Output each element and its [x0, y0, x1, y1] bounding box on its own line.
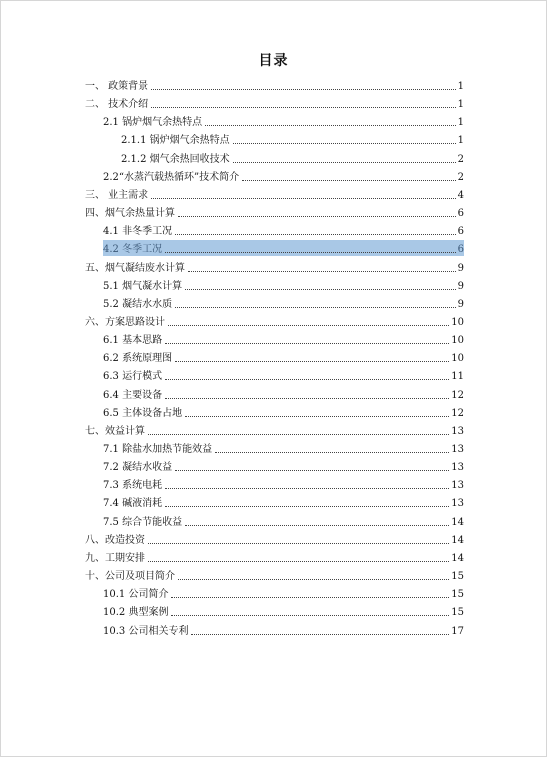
toc-entry-page-number: 6: [457, 244, 464, 256]
toc-leader-dots: [242, 179, 455, 181]
toc-entry-label: 5.1 烟气凝水计算: [103, 280, 183, 292]
toc-entry-page-number: 4: [457, 189, 464, 201]
toc-entry[interactable]: [103, 622, 464, 638]
toc-entry[interactable]: [103, 295, 464, 311]
toc-entry[interactable]: [103, 458, 464, 474]
toc-entry-page-number: 13: [451, 480, 464, 492]
toc-entry-page-number: 11: [451, 371, 464, 383]
toc-leader-dots: [185, 288, 456, 290]
toc-leader-dots: [178, 215, 456, 217]
toc-entry[interactable]: [103, 476, 464, 492]
toc-entry-label: 三、 业主需求: [85, 189, 149, 201]
toc-entry-page-number: 10: [451, 335, 464, 347]
toc-entry[interactable]: [85, 204, 464, 220]
toc-entry[interactable]: [85, 531, 464, 547]
toc-entry-label: 10.3 公司相关专利: [103, 625, 189, 637]
toc-entry[interactable]: [103, 585, 464, 601]
toc-entry-page-number: 1: [457, 135, 464, 147]
toc-entry-page-number: 9: [457, 262, 464, 274]
toc-entry-page-number: 14: [451, 552, 464, 564]
toc-leader-dots: [165, 487, 449, 489]
toc-entry[interactable]: [103, 513, 464, 529]
toc-entry[interactable]: [85, 95, 464, 111]
toc-entry[interactable]: [103, 404, 464, 420]
toc-entry[interactable]: [85, 567, 464, 583]
toc-entry-page-number: 15: [451, 607, 464, 619]
toc-entry-label: 2.1.2 烟气余热回收技术: [121, 153, 230, 165]
toc-entry[interactable]: [103, 603, 464, 619]
toc-leader-dots: [233, 161, 456, 163]
toc-entry-label: 四、烟气余热量计算: [85, 208, 175, 219]
toc-leader-dots: [171, 614, 449, 616]
toc-entry-label: 7.4 碱液消耗: [103, 498, 163, 510]
toc-leader-dots: [171, 596, 449, 598]
toc-leader-dots: [175, 469, 449, 471]
toc-entry-page-number: 14: [451, 516, 464, 528]
toc-entry-label: 一、 政策背景: [85, 81, 149, 92]
toc-leader-dots: [175, 233, 456, 235]
toc-entry[interactable]: [103, 440, 464, 456]
toc-entry-label: 2.1.1 锅炉烟气余热特点: [121, 135, 230, 147]
toc-entry-page-number: 9: [457, 280, 464, 292]
toc-entry-page-number: 13: [451, 425, 464, 437]
toc-entry[interactable]: [85, 313, 464, 329]
toc-entry[interactable]: [103, 386, 464, 402]
toc-entry[interactable]: [85, 77, 464, 93]
toc-leader-dots: [165, 342, 449, 344]
toc-leader-dots: [185, 524, 449, 526]
toc-entry-label: 二、 技术介绍: [85, 99, 149, 111]
toc-entry-page-number: 10: [451, 316, 464, 328]
toc-entry-page-number: 17: [451, 625, 464, 637]
toc-entry-page-number: 2: [457, 171, 464, 183]
toc-entry-page-number: 14: [451, 534, 464, 546]
toc-leader-dots: [148, 542, 449, 544]
toc-entry[interactable]: [103, 113, 464, 129]
toc-entry-page-number: 12: [451, 389, 464, 401]
toc-entry[interactable]: [85, 186, 464, 202]
toc-entry-page-number: 6: [457, 208, 464, 219]
toc-entry-label: 2.2“水蒸汽载热循环”技术简介: [103, 171, 240, 183]
toc-entry[interactable]: [103, 367, 464, 383]
toc-leader-dots: [165, 397, 449, 399]
toc-entry[interactable]: [103, 240, 464, 256]
toc-leader-dots: [205, 124, 456, 126]
toc-entry-label: 六、方案思路设计: [85, 316, 165, 328]
toc-entry-label: 7.1 除盐水加热节能效益: [103, 444, 213, 455]
toc-entry-page-number: 13: [451, 498, 464, 510]
toc-leader-dots: [215, 451, 449, 453]
toc-entry-label: 八、改造投资: [85, 534, 145, 546]
toc-entry[interactable]: [85, 549, 464, 565]
toc-entry[interactable]: [121, 131, 464, 147]
toc-entry-label: 九、工期安排: [85, 552, 145, 564]
toc-entry-page-number: 6: [457, 226, 464, 238]
toc-entry-label: 6.4 主要设备: [103, 389, 163, 401]
toc-leader-dots: [175, 306, 456, 308]
toc-entry[interactable]: [121, 150, 464, 166]
toc-leader-dots: [148, 560, 449, 562]
toc-entry[interactable]: [85, 422, 464, 438]
toc-entry[interactable]: [103, 168, 464, 184]
toc-entry-label: 2.1 锅炉烟气余热特点: [103, 117, 203, 129]
toc-entry-label: 6.1 基本思路: [103, 335, 163, 347]
toc-entry-page-number: 15: [451, 589, 464, 601]
toc-entry-label: 6.5 主体设备占地: [103, 407, 183, 419]
toc-entry-page-number: 1: [457, 117, 464, 129]
toc-leader-dots: [168, 324, 449, 326]
toc-entry-label: 10.1 公司简介: [103, 589, 169, 601]
toc-leader-dots: [175, 360, 449, 362]
toc-entry-label: 7.2 凝结水收益: [103, 462, 173, 474]
toc-entry[interactable]: [103, 494, 464, 510]
toc-entry[interactable]: [103, 349, 464, 365]
toc-entry-label: 七、效益计算: [85, 425, 145, 437]
toc-entry-label: 10.2 典型案例: [103, 607, 169, 619]
toc-entry-page-number: 9: [457, 298, 464, 310]
toc-entry-label: 6.2 系统原理图: [103, 353, 173, 365]
toc-entry[interactable]: [103, 331, 464, 347]
toc-entry-label: 十、公司及项目简介: [85, 571, 175, 582]
toc-entry[interactable]: [103, 277, 464, 293]
toc-leader-dots: [165, 378, 449, 380]
toc-entry-page-number: 1: [457, 81, 464, 92]
toc-entry-page-number: 10: [451, 353, 464, 365]
toc-leader-dots: [151, 106, 455, 108]
toc-entry-page-number: 13: [451, 444, 464, 455]
toc-entry-page-number: 12: [451, 407, 464, 419]
toc-entry-page-number: 13: [451, 462, 464, 474]
toc-entry-label: 4.1 非冬季工况: [103, 226, 173, 238]
toc-leader-dots: [188, 270, 456, 272]
toc-entry-label: 7.5 综合节能收益: [103, 516, 183, 528]
toc-leader-dots: [151, 197, 455, 199]
toc-leader-dots: [148, 433, 449, 435]
toc-leader-dots: [191, 633, 449, 635]
toc-entry-label: 7.3 系统电耗: [103, 480, 163, 492]
toc-leader-dots: [185, 415, 449, 417]
toc-entry[interactable]: [85, 259, 464, 275]
toc-leader-dots: [165, 251, 456, 253]
toc-entry-page-number: 1: [457, 99, 464, 111]
toc-leader-dots: [165, 505, 449, 507]
toc-leader-dots: [233, 142, 456, 144]
toc-entry-page-number: 2: [457, 153, 464, 165]
toc-entry-label: 五、烟气凝结废水计算: [85, 262, 185, 274]
toc-entry-label: 6.3 运行模式: [103, 371, 163, 383]
toc-leader-dots: [151, 88, 455, 90]
table-of-contents: [1, 1, 546, 756]
toc-entry-label: 4.2 冬季工况: [103, 244, 163, 256]
toc-leader-dots: [178, 578, 449, 580]
toc-entry-label: 5.2 凝结水水质: [103, 298, 173, 310]
toc-title: 目录: [258, 53, 289, 69]
toc-entry-page-number: 15: [451, 571, 464, 582]
toc-entry[interactable]: [103, 222, 464, 238]
